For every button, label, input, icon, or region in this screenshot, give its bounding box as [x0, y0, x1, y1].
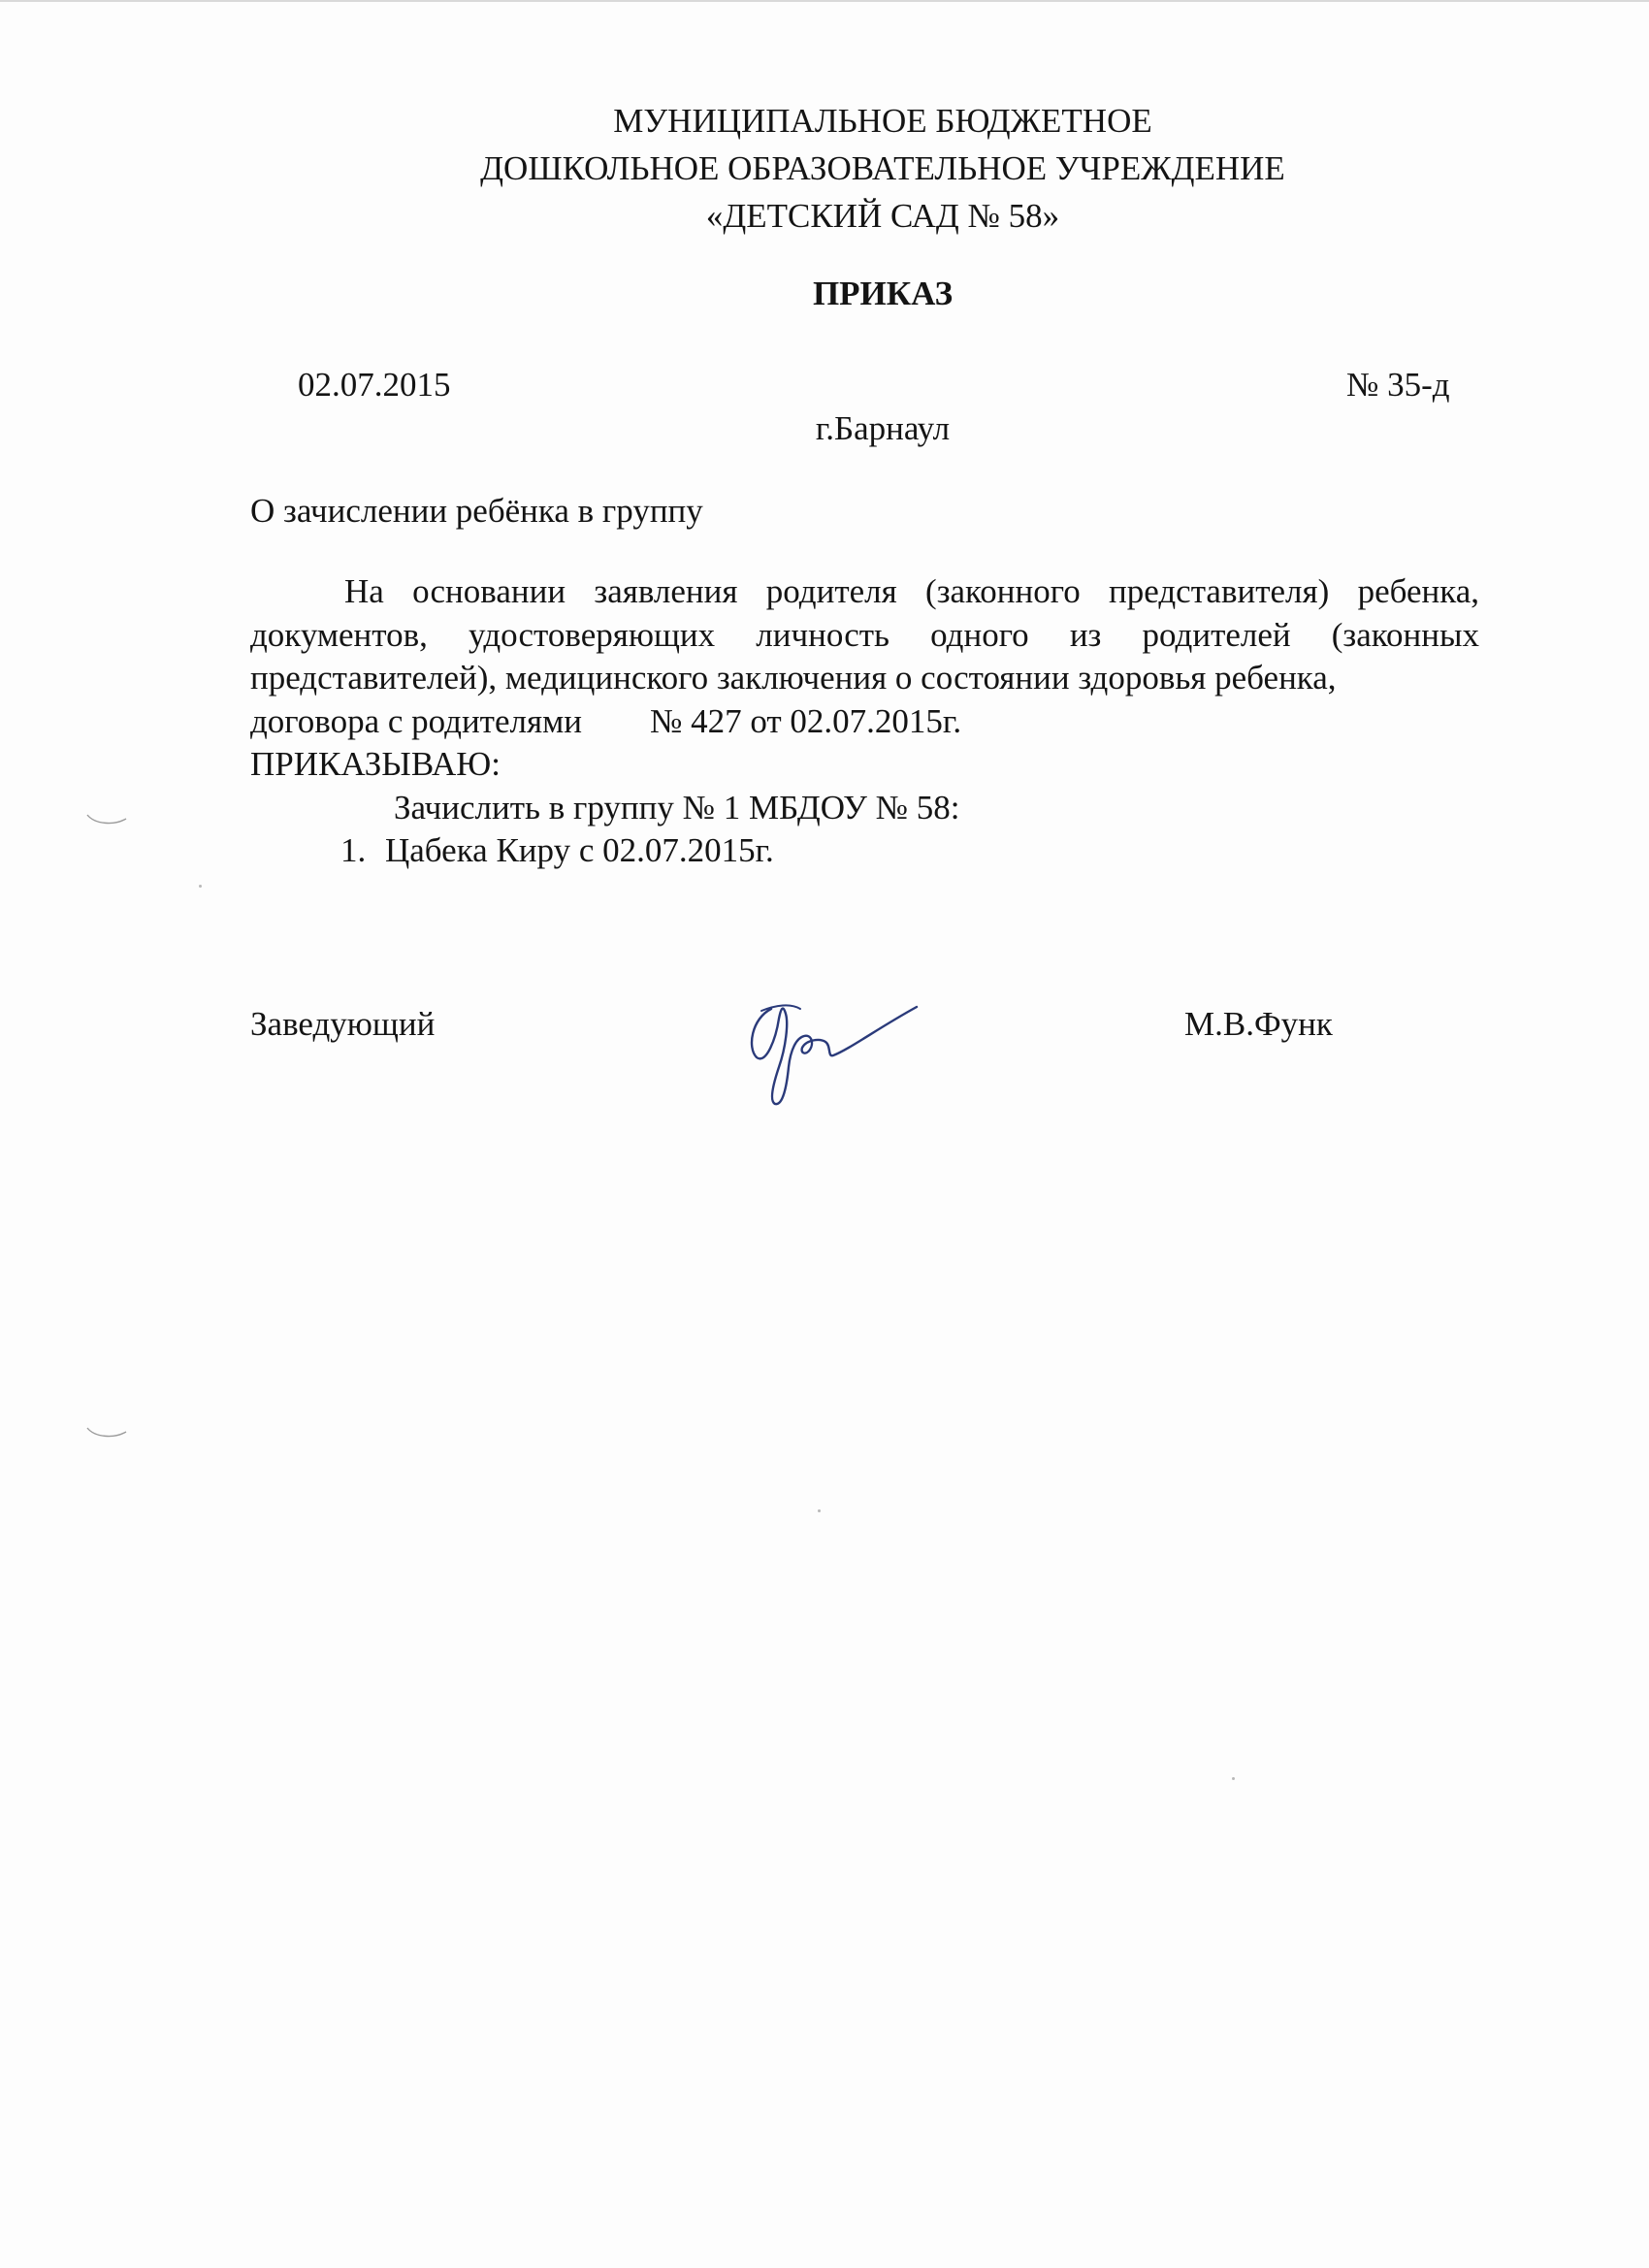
list-item [250, 829, 1479, 873]
order-word: ПРИКАЗЫВАЮ: [250, 745, 501, 783]
scan-speck [1232, 1777, 1235, 1780]
list-item-text: Цабека Киру с 02.07.2015г. [385, 831, 774, 869]
document-city: г.Барнаул [815, 409, 951, 447]
punch-hole-mark-icon [85, 1426, 128, 1440]
enroll-line: Зачислить в группу № 1 МБДОУ № 58: [394, 788, 960, 826]
basis-paragraph: На основании заявления родителя (законного представителя) ребенка, документов, удостоверяющих личность одного из родителей (законных представителей), медицинского заключения о состоянии здоровья ребенка, [250, 572, 1479, 697]
document-title: ПРИКАЗ [812, 275, 954, 312]
organization-header [0, 97, 1649, 240]
list-item-number: 1. [340, 831, 367, 869]
signer-position: Заведующий [250, 1005, 436, 1043]
basis-last-line: договора с родителями № 427 от 02.07.2015г. [250, 701, 962, 740]
document-number: № 35-д [1346, 366, 1450, 404]
punch-hole-mark-icon [85, 813, 128, 826]
document-date: 02.07.2015 [298, 366, 451, 404]
organization-line-1: МУНИЦИПАЛЬНОЕ БЮДЖЕТНОЕ [613, 102, 1152, 140]
handwritten-signature-icon [732, 980, 936, 1111]
scan-speck [199, 885, 202, 888]
scan-edge [0, 0, 1649, 2]
document-subject: О зачислении ребёнка в группу [250, 492, 703, 530]
organization-line-3: «ДЕТСКИЙ САД № 58» [705, 197, 1060, 235]
signer-name: М.В.Функ [1184, 1005, 1333, 1043]
document-body [250, 570, 1479, 873]
scan-speck [818, 1509, 821, 1512]
organization-line-2: ДОШКОЛЬНОЕ ОБРАЗОВАТЕЛЬНОЕ УЧРЕЖДЕНИЕ [480, 149, 1285, 187]
